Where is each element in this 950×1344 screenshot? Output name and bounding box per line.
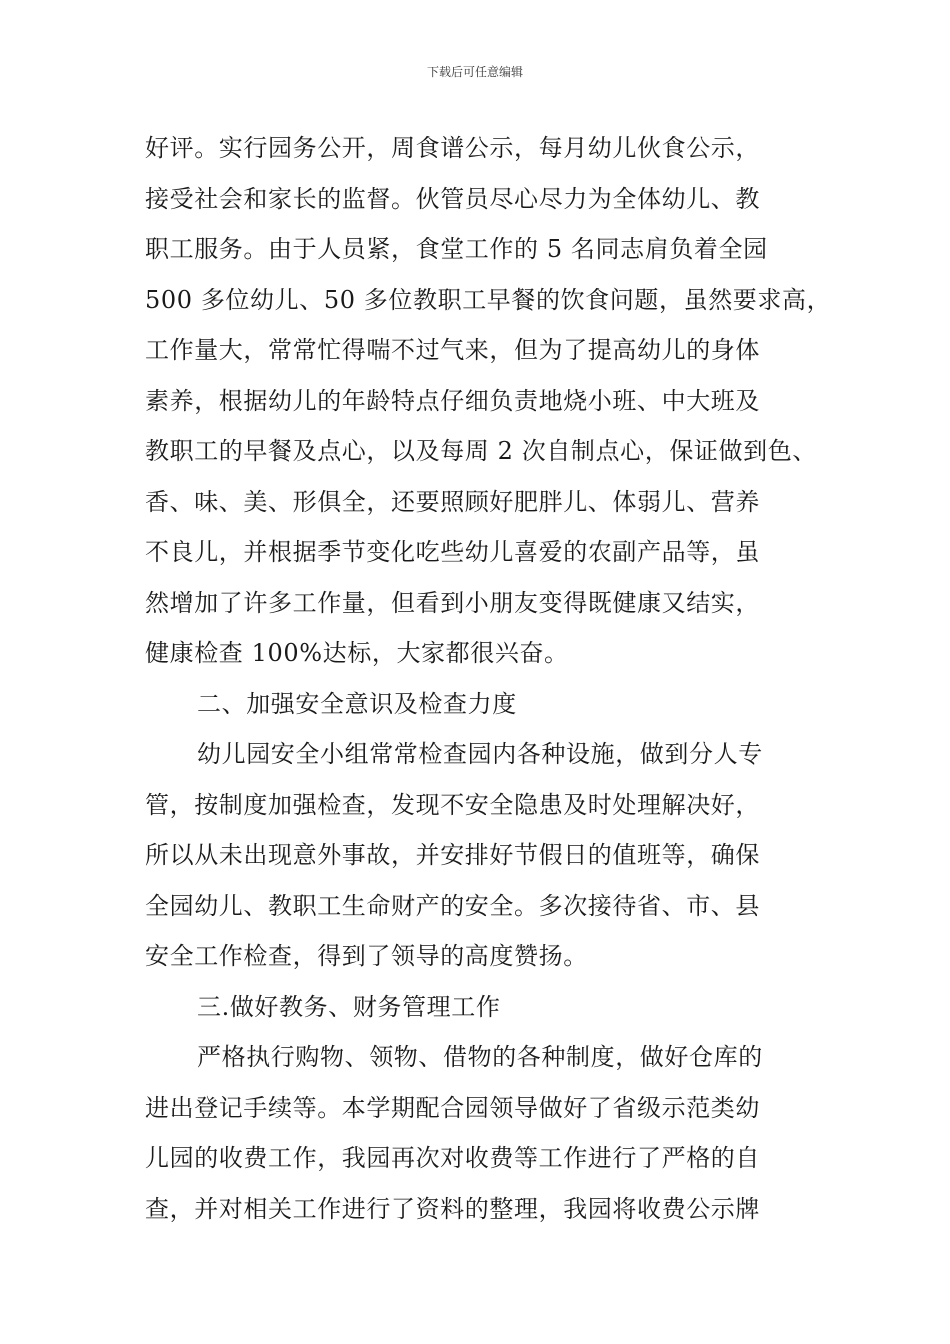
paragraph-first-line: 幼儿园安全小组常常检查园内各种设施，做到分人专 — [197, 740, 763, 768]
section-heading: 二、加强安全意识及检查力度 — [197, 689, 517, 718]
text-line: 好评。实行园务公开，周食谱公示，每月幼儿伙食公示， — [145, 134, 760, 162]
text-line: 素养，根据幼儿的年龄特点仔细负责地烧小班、中大班及 — [145, 386, 760, 415]
text-line: 查，并对相关工作进行了资料的整理，我园将收费公示牌 — [145, 1194, 760, 1223]
text-line: 进出登记手续等。本学期配合园领导做好了省级示范类幼 — [145, 1093, 760, 1122]
text-line: 所以从未出现意外事故，并安排好节假日的值班等，确保 — [145, 841, 760, 869]
text-line: 然增加了许多工作量，但看到小朋友变得既健康又结实， — [145, 588, 760, 617]
text-line: 职工服务。由于人员紧，食堂工作的 5 名同志肩负着全园 — [145, 235, 768, 263]
text-line: 不良儿，并根据季节变化吃些幼儿喜爱的农副产品等，虽 — [145, 538, 760, 566]
text-line: 教职工的早餐及点心，以及每周 2 次自制点心，保证做到色、 — [145, 437, 817, 465]
text-line: 全园幼儿、教职工生命财产的安全。多次接待省、市、县 — [145, 891, 760, 920]
text-line: 安全工作检查，得到了领导的高度赞扬。 — [145, 942, 588, 970]
paragraph-first-line: 严格执行购物、领物、借物的各种制度，做好仓库的 — [197, 1043, 763, 1071]
page-header-note: 下载后可任意编辑 — [426, 65, 523, 79]
text-line: 健康检查 100%达标，大家都很兴奋。 — [145, 639, 569, 667]
text-line: 香、味、美、形俱全，还要照顾好肥胖儿、体弱儿、营养 — [145, 487, 760, 516]
document-body — [145, 123, 832, 1234]
text-line: 500 多位幼儿、50 多位教职工早餐的饮食问题，虽然要求高， — [145, 285, 832, 314]
text-line: 接受社会和家长的监督。伙管员尽心尽力为全体幼儿、教 — [145, 184, 760, 213]
text-line: 管，按制度加强检查，发现不安全隐患及时处理解决好， — [145, 790, 760, 819]
text-line: 工作量大，常常忙得喘不过气来，但为了提高幼儿的身体 — [145, 336, 760, 364]
section-heading: 三.做好教务、财务管理工作 — [197, 992, 501, 1021]
text-line: 儿园的收费工作，我园再次对收费等工作进行了严格的自 — [145, 1144, 760, 1172]
